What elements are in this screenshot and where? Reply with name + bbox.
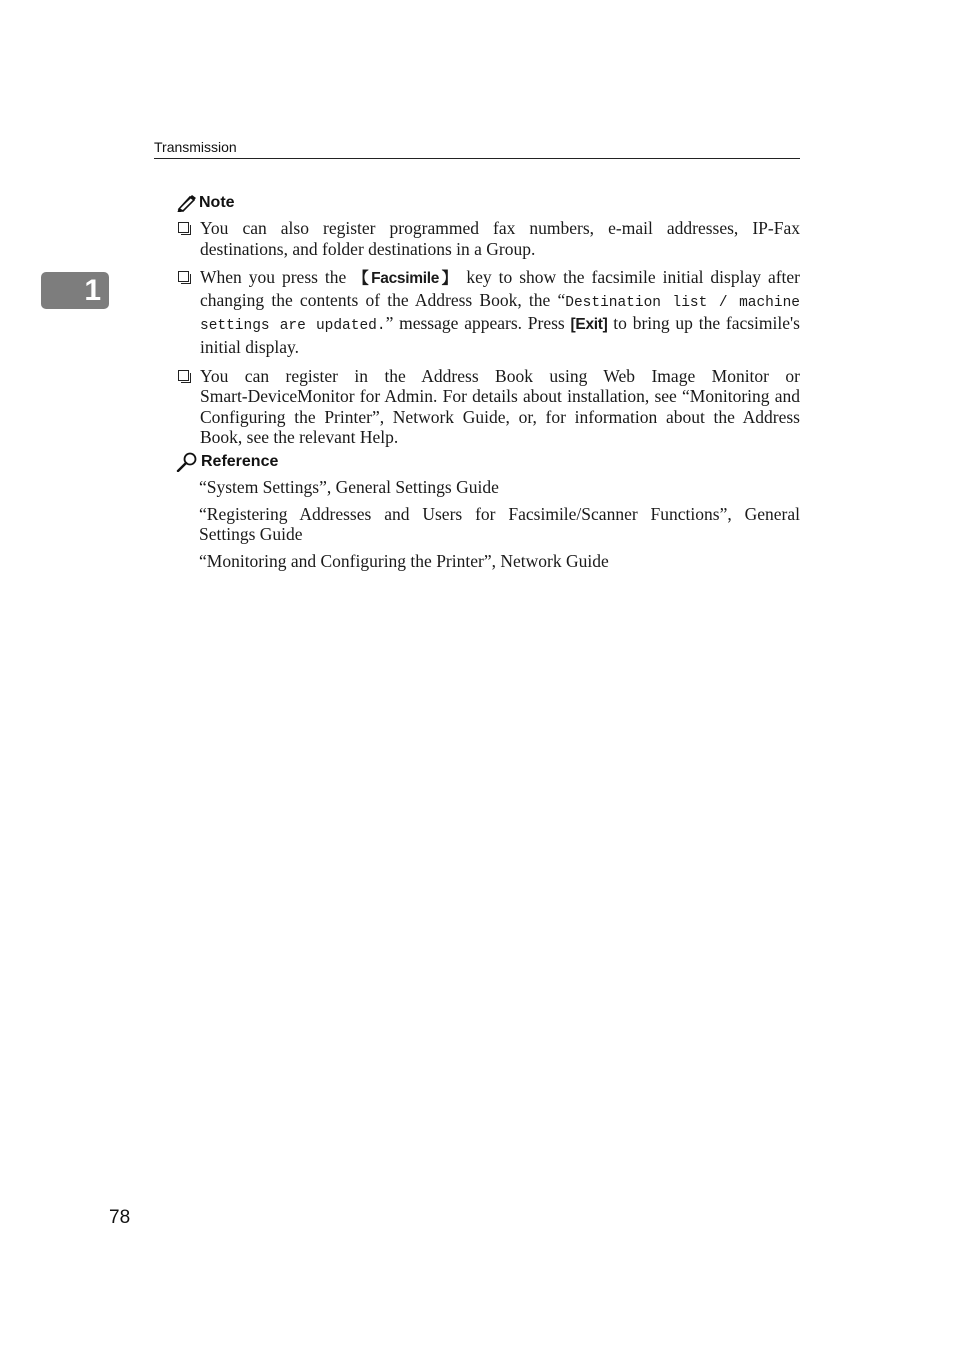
note-heading (176, 194, 235, 212)
note-item: You can also register programmed fax numbers, e-mail addresses, IP-Fax destinations, and folder destinations in a Group. (176, 218, 800, 259)
reference-heading-label: Reference (201, 453, 279, 470)
chapter-tab: 1 (41, 272, 109, 309)
reference-item: “Registering Addresses and Users for Facsimile/Scanner Functions”, General Settings Guide (199, 503, 800, 545)
reference-heading (176, 452, 278, 472)
reference-list (199, 477, 800, 577)
checkbox-bullet-icon (178, 370, 189, 381)
magnifier-icon (176, 452, 198, 472)
checkbox-bullet-icon (178, 271, 189, 282)
checkbox-bullet-icon (178, 222, 189, 233)
exit-key-label: [Exit] (570, 316, 608, 334)
note-list (176, 218, 800, 456)
reference-item: “System Settings”, General Settings Guide (199, 477, 499, 497)
running-header: Transmission (154, 139, 237, 155)
note-item: You can register in the Address Book using Web Image Monitor or Smart‑DeviceMonitor for Admin. For details about installation, see “Monitoring and Configuring the Printer”, Network Guide, or, for information about the Address Book, see the relevant Help. (176, 366, 800, 448)
page-number: 78 (109, 1207, 131, 1228)
pencil-icon (176, 194, 196, 212)
note-item: When you press the 【Facsimile】 key to show the facsimile initial display after changing the contents of the Address Book, the “Destination list / machine settings are updated.” message appears. Press [Exit] to bring up the facsimile's initial display. (176, 267, 800, 357)
reference-item: “Monitoring and Configuring the Printer”, Network Guide (199, 550, 609, 571)
header-divider (154, 158, 800, 159)
note-heading-label: Note (199, 194, 235, 211)
screen-message: Destination list / machine settings are updated. (200, 294, 800, 335)
facsimile-key-label: 【Facsimile】 (353, 270, 460, 288)
